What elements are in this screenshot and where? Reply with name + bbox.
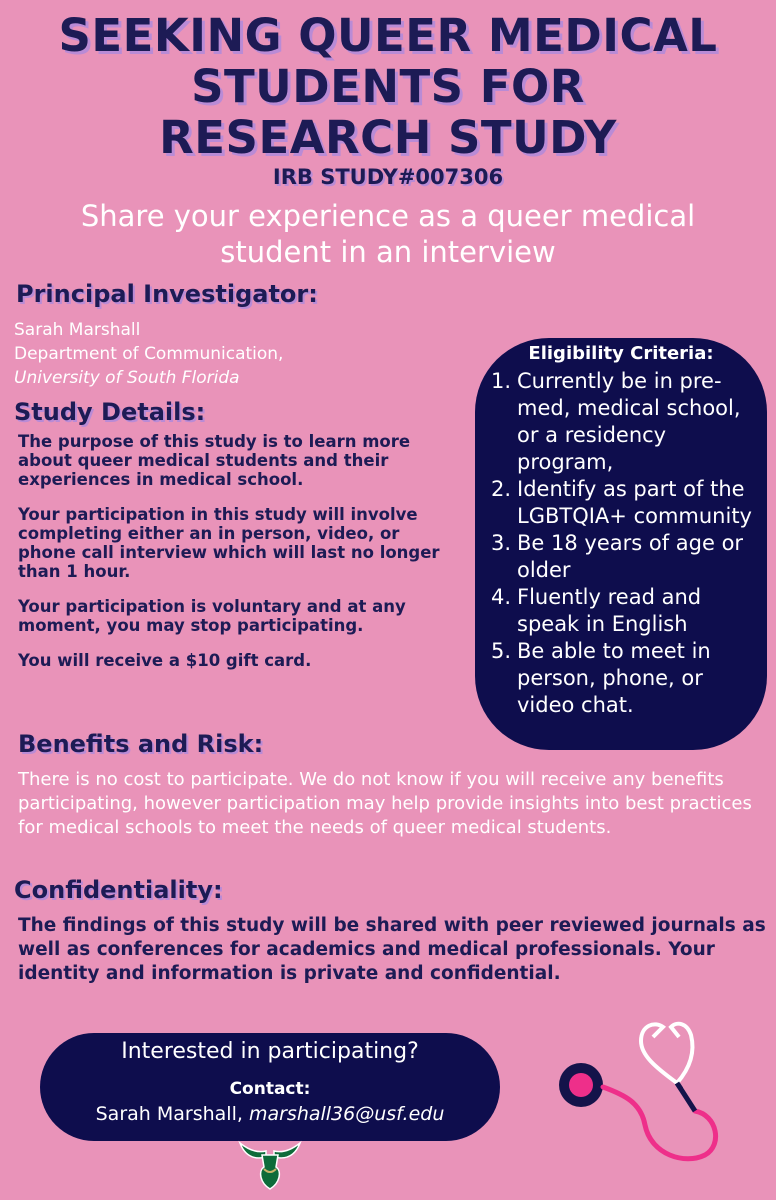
eligibility-list	[487, 368, 763, 719]
eligibility-item: 1. Currently be in pre-med, medical school, or a residency program,	[491, 369, 741, 474]
study-details-text	[18, 432, 458, 686]
contact-line	[40, 1103, 500, 1125]
principal-investigator-heading: Principal Investigator:	[16, 280, 318, 308]
confidentiality-text: The findings of this study will be shared with peer reviewed journals as well as conferences for academics and medical professionals. Your identity and information is private and confidential.	[18, 915, 766, 984]
eligibility-item: 5. Be able to meet in person, phone, or video chat.	[491, 639, 711, 717]
confidentiality-heading: Confidentiality:	[14, 876, 223, 904]
contact-box	[40, 1033, 500, 1141]
details-purpose: The purpose of this study is to learn more about queer medical students and their experiences in medical school.	[18, 432, 411, 489]
subtitle-line-1: Share your experience as a queer medical	[80, 199, 696, 233]
details-voluntary: Your participation is voluntary and at any moment, you may stop participating.	[18, 597, 406, 635]
study-details-heading: Study Details:	[14, 398, 206, 426]
irb-study-number: IRB STUDY#007306	[272, 165, 504, 189]
subtitle-line-2: student in an interview	[220, 235, 556, 269]
pi-name: Sarah Marshall	[14, 320, 141, 340]
poster-subtitle	[0, 198, 776, 270]
details-participation: Your participation in this study will involve completing either an in person, video, or phone call interview which will last no longer than 1 hour.	[18, 505, 440, 581]
poster-title	[0, 10, 776, 163]
eligibility-item: 3. Be 18 years of age or older	[491, 531, 744, 582]
principal-investigator-info	[14, 318, 283, 390]
title-line-1: SEEKING QUEER MEDICAL	[58, 9, 718, 62]
benefits-heading: Benefits and Risk:	[18, 730, 264, 758]
contact-email-link[interactable]: marshall36@usf.edu	[248, 1103, 445, 1125]
usf-bull-logo-icon	[236, 1137, 304, 1197]
contact-name: Sarah Marshall,	[95, 1103, 243, 1125]
eligibility-item: 4. Fluently read and speak in English	[491, 585, 702, 636]
title-line-2: STUDENTS FOR	[191, 60, 585, 113]
eligibility-item: 2. Identify as part of the LGBTQIA+ community	[491, 477, 752, 528]
contact-label: Contact:	[229, 1079, 311, 1099]
contact-question: Interested in participating?	[121, 1039, 419, 1064]
pi-university: University of South Florida	[14, 368, 240, 388]
details-gift-card: You will receive a $10 gift card.	[18, 651, 312, 670]
pi-department: Department of Communication,	[14, 344, 284, 364]
title-line-3: RESEARCH STUDY	[159, 111, 617, 164]
stethoscope-icon	[545, 1015, 745, 1179]
benefits-text: There is no cost to participate. We do not know if you will receive any benefits participating, however participation may help provide insights into best practices for medical schools to meet the needs of queer medical students.	[18, 769, 752, 838]
eligibility-heading: Eligibility Criteria:	[528, 343, 714, 364]
eligibility-box	[475, 338, 767, 750]
